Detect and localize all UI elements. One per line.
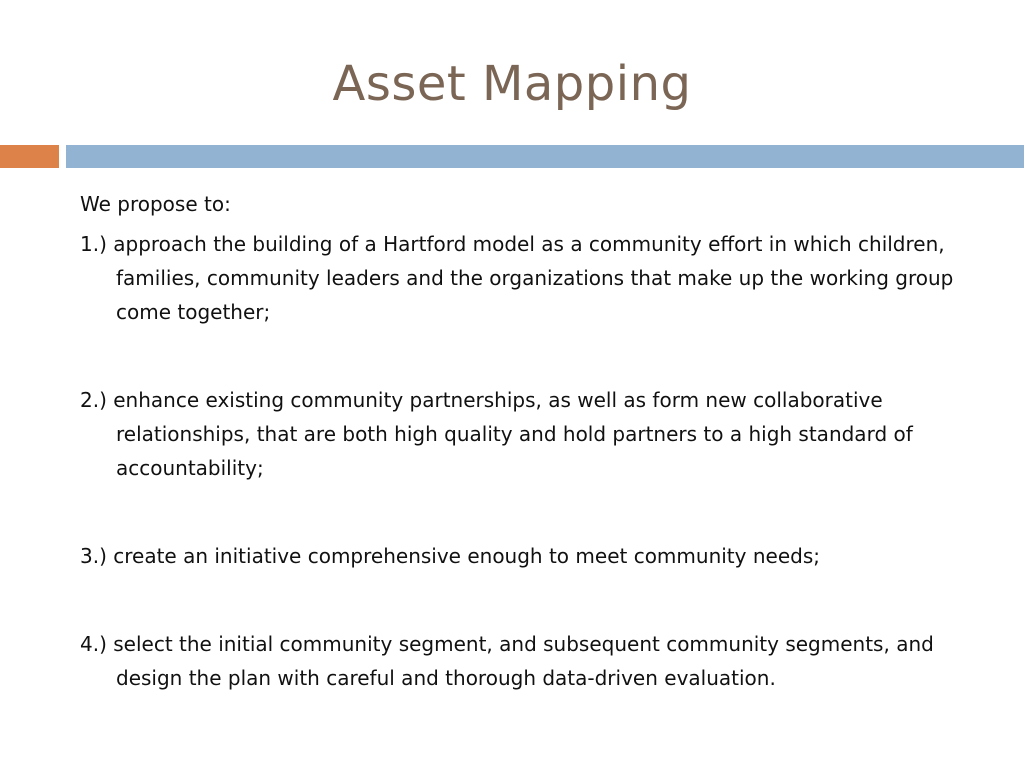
intro-text: We propose to:	[80, 192, 231, 216]
accent-bar-blue	[66, 145, 1024, 168]
list-item: 1.) approach the building of a Hartford model as a community effort in which children, families, community leaders and the organizations that make up the working group come together;	[80, 232, 954, 324]
list-item: 4.) select the initial community segment, and subsequent community segments, and design the plan with careful and thorough data-driven evaluation.	[80, 632, 934, 690]
list-item: 2.) enhance existing community partnerships, as well as form new collaborative relationships, that are both high quality and hold partners to a high standard of accountability;	[80, 388, 913, 480]
slide-body	[80, 187, 980, 695]
accent-bar-orange	[0, 145, 59, 168]
slide-title: Asset Mapping	[332, 56, 692, 112]
list-item: 3.) create an initiative comprehensive enough to meet community needs;	[80, 544, 820, 568]
